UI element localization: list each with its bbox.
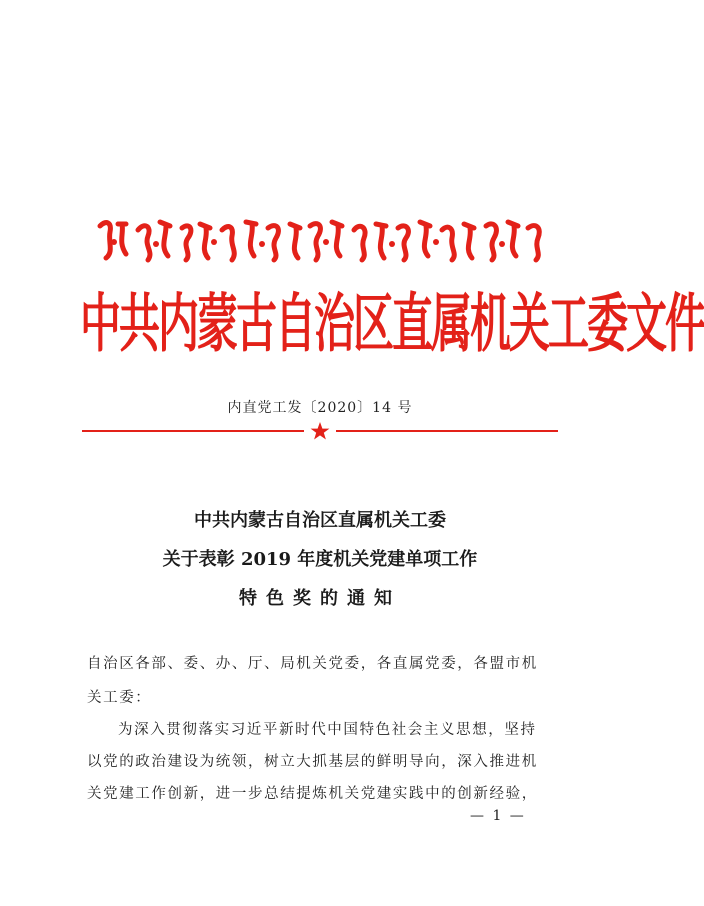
body-line-5: 关党建工作创新，进一步总结提炼机关党建实践中的创新经验， xyxy=(87,786,538,802)
page-number: — 1 — xyxy=(470,808,526,824)
red-divider xyxy=(82,421,558,441)
body-line-3: 为深入贯彻落实习近平新时代中国特色社会主义思想，坚持 xyxy=(118,722,537,738)
title-line-2: 关于表彰 2019 年度机关党建单项工作 xyxy=(162,549,478,570)
masthead-title: 中共内蒙古自治区直属机关工委文件 xyxy=(80,286,704,362)
body-line-4: 以党的政治建设为统领，树立大抓基层的鲜明导向，深入推进机 xyxy=(87,754,538,770)
mongolian-script-header xyxy=(96,212,548,264)
mongolian-script-graphic xyxy=(96,212,548,264)
star-icon xyxy=(311,422,330,440)
document-number: 内直党工发〔2020〕14 号 xyxy=(227,400,413,416)
body-line-1: 自治区各部、委、办、厅、局机关党委，各直属党委，各盟市机 xyxy=(87,656,538,672)
divider-graphic xyxy=(82,421,558,441)
body-line-2: 关工委： xyxy=(87,690,152,706)
title-line-1: 中共内蒙古自治区直属机关工委 xyxy=(194,510,446,531)
title-line-3: 特色奖的通知 xyxy=(239,588,401,609)
